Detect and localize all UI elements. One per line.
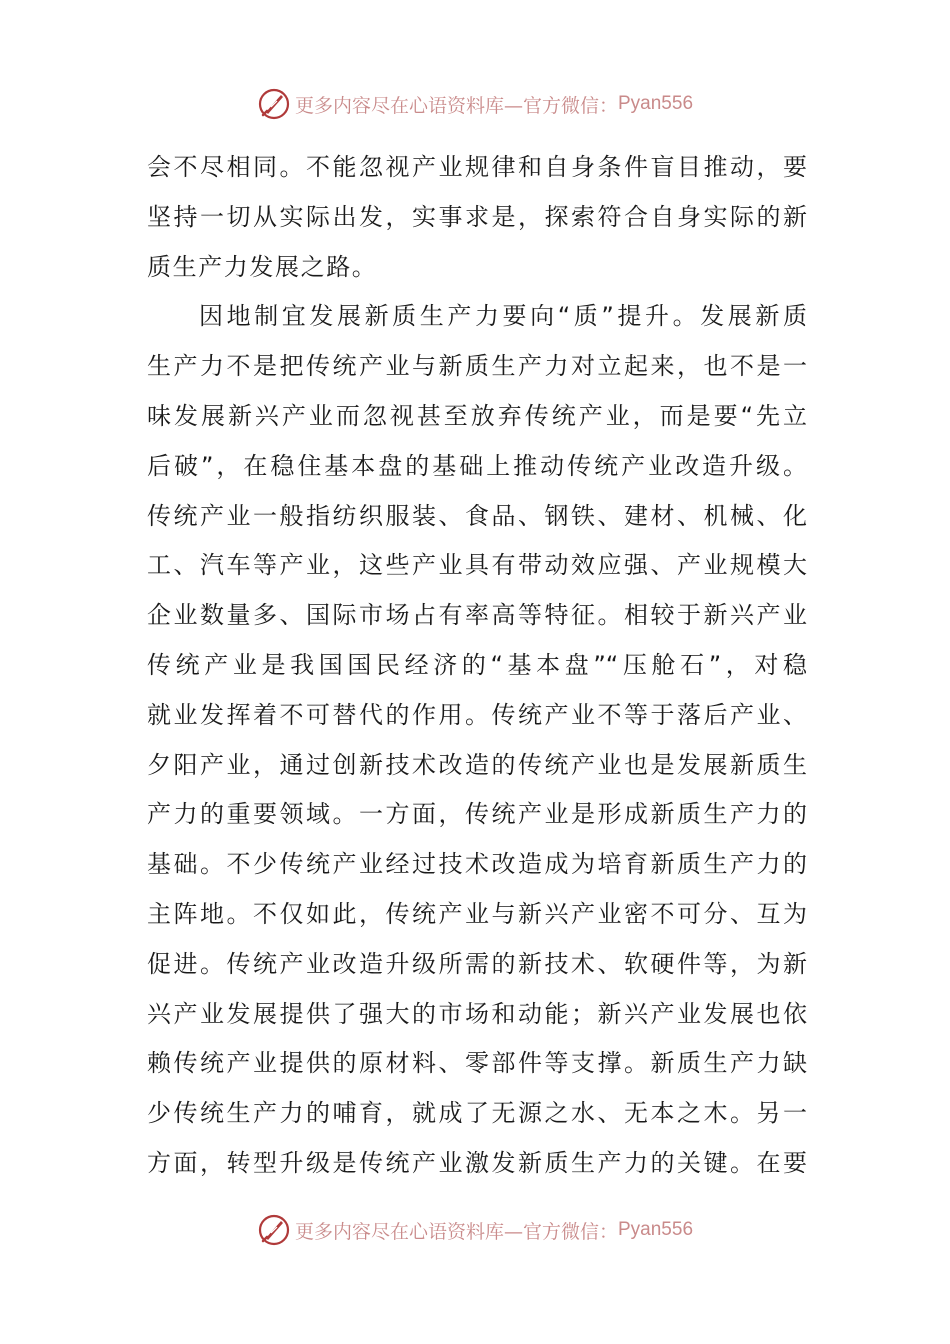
text-line: 生产力不是把传统产业与新质生产力对立起来，也不是一	[147, 352, 807, 381]
header-watermark	[0, 84, 950, 124]
text-line: 传统产业是我国国民经济的“基本盘”“压舱石”，对稳	[147, 650, 807, 679]
watermark-wechat-id: Pyan556	[618, 1219, 694, 1240]
watermark-wechat-id: Pyan556	[618, 93, 694, 114]
text-line: 传统产业一般指纺织服装、食品、钢铁、建材、机械、化	[147, 501, 807, 530]
text-line: 坚持一切从实际出发，实事求是，探索符合自身实际的新	[147, 202, 807, 231]
text-line: 后破”，在稳住基本盘的基础上推动传统产业改造升级。	[147, 451, 807, 480]
watermark-text: 更多内容尽在心语资料库—官方微信：	[294, 94, 618, 117]
paragraph-first-line: 因地制宜发展新质生产力要向“质”提升。发展新质	[199, 302, 807, 331]
quill-logo-icon	[257, 1213, 291, 1247]
quill-logo-icon	[257, 87, 291, 121]
text-line: 基础。不少传统产业经过技术改造成为培育新质生产力的	[147, 850, 807, 879]
text-line: 促进。传统产业改造升级所需的新技术、软硬件等，为新	[147, 949, 807, 978]
text-line: 兴产业发展提供了强大的市场和动能；新兴产业发展也依	[147, 999, 807, 1028]
footer-watermark	[0, 1210, 950, 1250]
text-line: 会不尽相同。不能忽视产业规律和自身条件盲目推动，要	[147, 153, 807, 181]
text-line: 工、汽车等产业，这些产业具有带动效应强、产业规模大	[147, 551, 807, 580]
watermark-text: 更多内容尽在心语资料库—官方微信：	[294, 1220, 618, 1243]
text-line: 质生产力发展之路。	[147, 252, 378, 281]
text-line: 少传统生产力的哺育，就成了无源之水、无本之木。另一	[147, 1099, 807, 1128]
text-line: 夕阳产业，通过创新技术改造的传统产业也是发展新质生	[147, 750, 807, 779]
text-line: 企业数量多、国际市场占有率高等特征。相较于新兴产业	[147, 601, 807, 630]
text-line: 产力的重要领域。一方面，传统产业是形成新质生产力的	[147, 800, 807, 829]
text-line: 主阵地。不仅如此，传统产业与新兴产业密不可分、互为	[147, 899, 807, 928]
document-body	[147, 143, 807, 1189]
text-line: 味发展新兴产业而忽视甚至放弃传统产业，而是要“先立	[147, 401, 807, 430]
text-line: 赖传统产业提供的原材料、零部件等支撑。新质生产力缺	[147, 1049, 807, 1078]
text-line: 方面，转型升级是传统产业激发新质生产力的关键。在要	[147, 1148, 807, 1177]
text-line: 就业发挥着不可替代的作用。传统产业不等于落后产业、	[147, 700, 807, 729]
